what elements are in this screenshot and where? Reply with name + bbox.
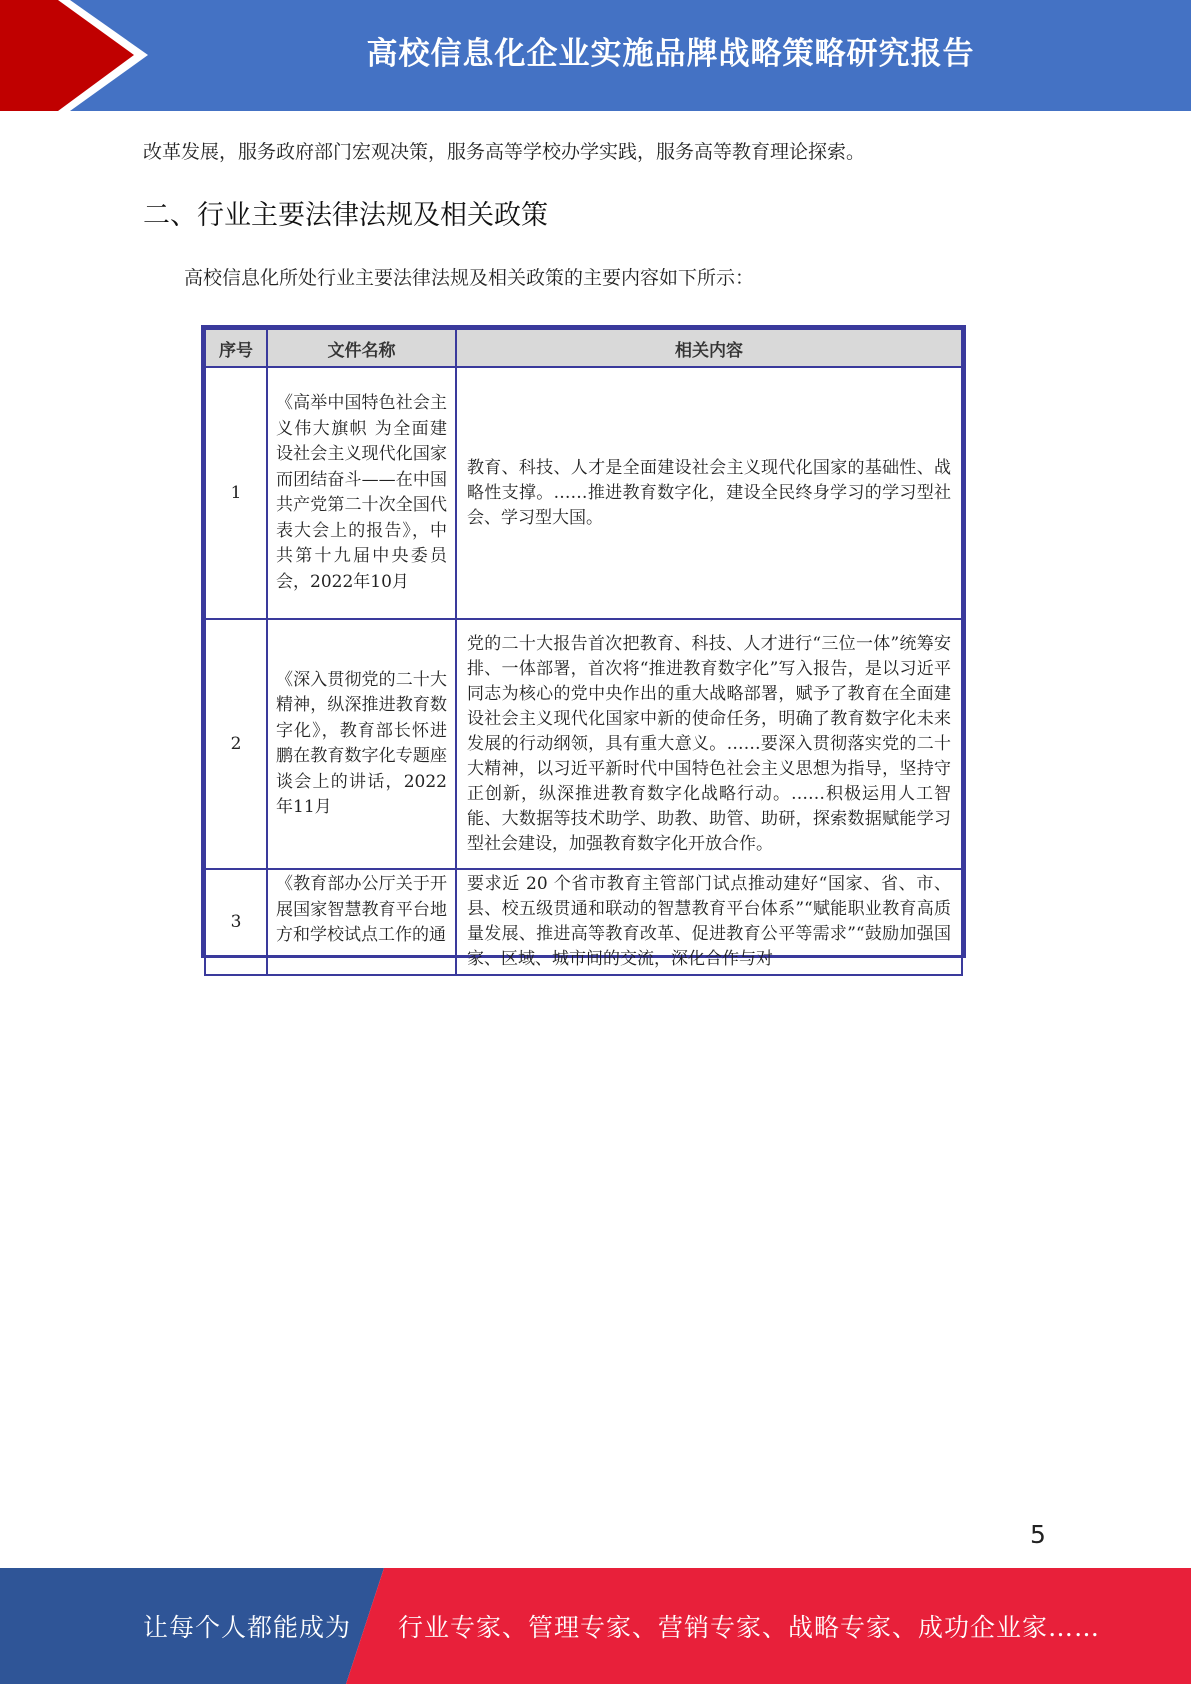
policy-table [201,325,966,969]
footer-slogan-left: 让每个人都能成为 [143,1613,352,1642]
row-doc: 《教育部办公厅关于开展国家智慧教育平台地方和学校试点工作的通 [267,869,456,975]
row-content: 要求近 20 个省市教育主管部门试点推动建好“国家、省、市、县、校五级贯通和联动的智慧教育平台体系”“赋能职业教育高质量发展、推进高等教育改革、促进教育公平等需求”“鼓励加强国家、区域、城市间的交流，深化合作与对 [456,869,962,975]
row-num: 2 [205,619,267,869]
row-num: 3 [205,869,267,975]
header-arrow-icon [0,0,160,111]
report-title: 高校信息化企业实施品牌战略策略研究报告 [366,35,975,72]
row-doc: 《深入贯彻党的二十大精神，纵深推进教育数字化》，教育部长怀进鹏在教育数字化专题座谈会上的讲话，2022年11月 [267,619,456,869]
table-row [205,869,962,975]
section-heading: 二、行业主要法律法规及相关政策 [143,200,548,231]
page-footer [0,1568,1191,1684]
header-doc: 文件名称 [267,329,456,367]
header-content: 相关内容 [456,329,962,367]
page-header [0,0,1191,111]
table-row [205,619,962,869]
row-content: 党的二十大报告首次把教育、科技、人才进行“三位一体”统筹安排、一体部署，首次将“推进教育数字化”写入报告，是以习近平同志为核心的党中央作出的重大战略部署，赋予了教育在全面建设社会主义现代化国家中新的使命任务，明确了教育数字化未来发展的行动纲领，具有重大意义。……要深入贯彻落实党的二十大精神，以习近平新时代中国特色社会主义思想为指导，坚持守正创新，纵深推进教育数字化战略行动。……积极运用人工智能、大数据等技术助学、助教、助管、助研，探索数据赋能学习型社会建设，加强教育数字化开放合作。 [456,619,962,869]
row-num: 1 [205,367,267,619]
footer-slogan-right: 行业专家、管理专家、营销专家、战略专家、成功企业家…… [398,1613,1101,1642]
row-doc: 《高举中国特色社会主义伟大旗帜 为全面建设社会主义现代化国家而团结奋斗——在中国共产党第二十次全国代表大会上的报告》，中共第十九届中央委员会，2022年10月 [267,367,456,619]
table-header-row [205,329,962,367]
row-content: 教育、科技、人才是全面建设社会主义现代化国家的基础性、战略性支撑。……推进教育数字化，建设全民终身学习的学习型社会、学习型大国。 [456,367,962,619]
header-num: 序号 [205,329,267,367]
intro-paragraph: 改革发展，服务政府部门宏观决策，服务高等学校办学实践，服务高等教育理论探索。 [143,141,866,163]
page-number: 5 [1030,1520,1046,1549]
lead-paragraph: 高校信息化所处行业主要法律法规及相关政策的主要内容如下所示： [184,267,755,289]
table-row [205,367,962,619]
